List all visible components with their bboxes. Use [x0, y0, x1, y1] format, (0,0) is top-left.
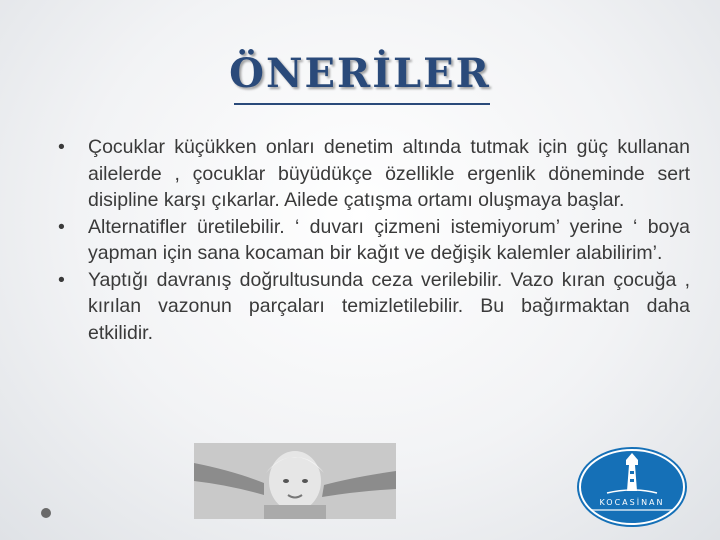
bullet-item — [58, 214, 690, 267]
bullet-text: Alternatifler üretilebilir. ‘ duvarı çizmeni istemiyorum’ yerine ‘ boya yapman için sana kocaman bir kağıt ve değişik kalemler alabilirim’. — [88, 215, 690, 264]
bullet-marker: • — [58, 268, 65, 291]
child-holding-hands-photo — [194, 443, 396, 519]
bullet-list — [58, 134, 690, 346]
slide-title: ÖNERİLER — [229, 50, 491, 97]
corner-dot — [41, 508, 51, 518]
bullet-marker: • — [58, 215, 65, 238]
title-underline — [234, 103, 490, 105]
lighthouse-icon — [577, 447, 687, 527]
bullet-marker: • — [58, 136, 65, 158]
kocasinan-logo — [577, 447, 687, 527]
bullet-text: Yaptığı davranış doğrultusunda ceza verilebilir. Vazo kıran çocuğa , kırılan vazonun parçaları temizletilebilir. Bu bağırmaktan daha etkilidir. — [88, 268, 690, 344]
bullet-item — [58, 267, 690, 347]
bullet-item — [58, 134, 690, 214]
logo-subtitle-line — [591, 509, 673, 511]
bullet-text: Çocuklar küçükken onları denetim altında tutmak için güç kullanan ailelerde , çocuklar büyüdükçe özellikle ergenlik döneminde sert disipline karşı çıkarlar. Ailede çatışma ortamı oluşmaya başlar. — [88, 136, 690, 211]
child-photo — [194, 443, 396, 519]
logo-text: KOCASİNAN — [599, 498, 665, 507]
